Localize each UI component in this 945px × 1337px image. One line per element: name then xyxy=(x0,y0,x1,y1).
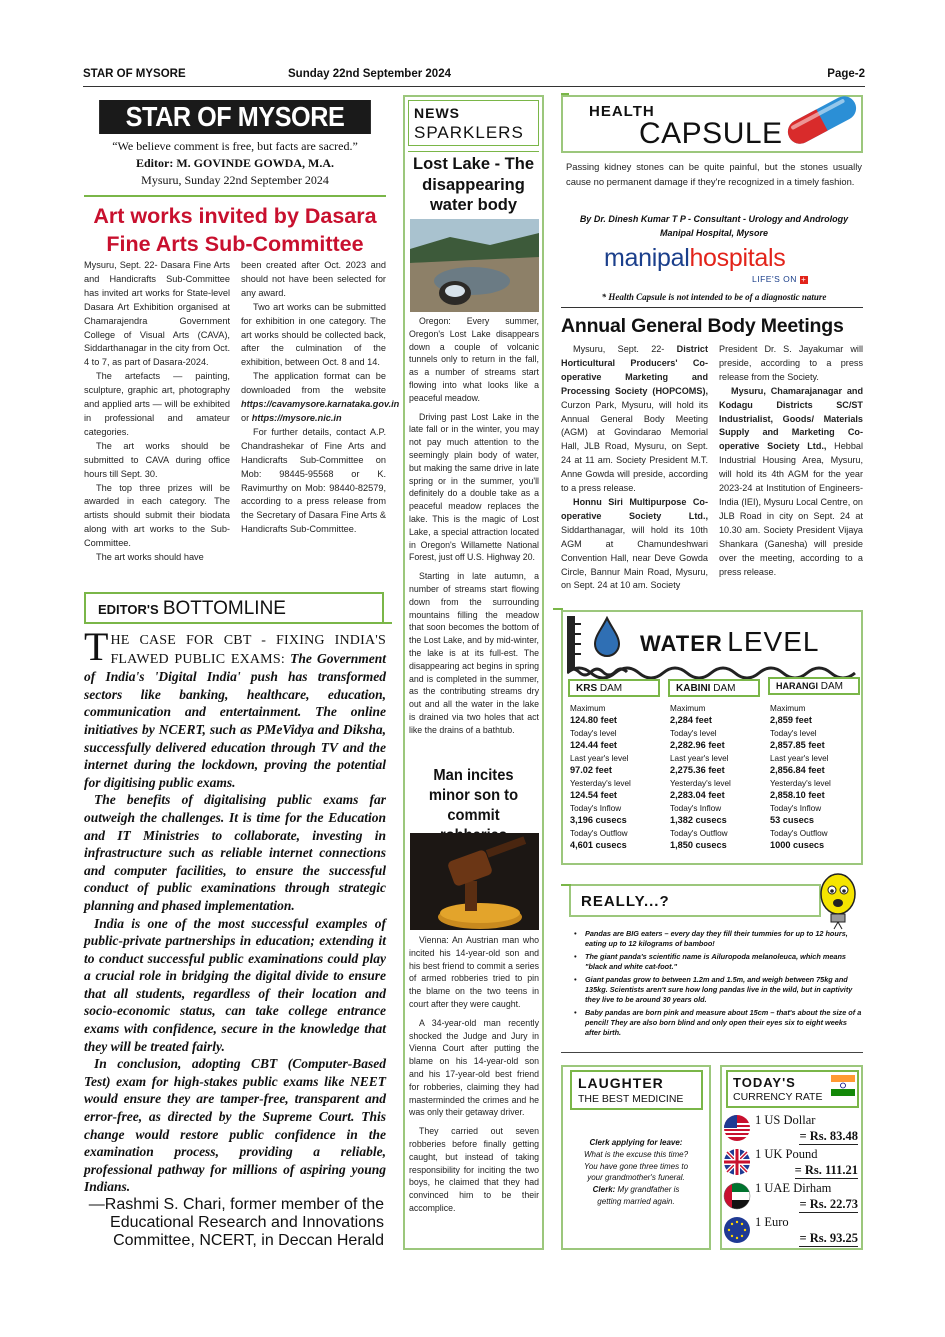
figure-label: Today's Outflow xyxy=(670,829,728,838)
tag-bottomline: BOTTOMLINE xyxy=(162,598,286,619)
figure-label: Maximum xyxy=(670,704,706,713)
joke xyxy=(564,1137,708,1208)
joke-line: Clerk applying for leave: xyxy=(589,1138,683,1147)
currency-row xyxy=(721,1113,860,1143)
figure-label: Last year's level xyxy=(570,754,629,763)
logo-text: manipal xyxy=(604,244,690,272)
news-paragraph: Oregon: Every summer, Oregon's Lost Lake disappears down a couple of volcanic tunnels only to return in the fall, as a number of streams start flowing into what looks like a peaceful meadow. xyxy=(409,316,539,403)
currency-row xyxy=(721,1147,860,1177)
masthead-info xyxy=(84,138,386,189)
figure-label: Last year's level xyxy=(670,754,729,763)
issue-date: Sunday 22nd September 2024 xyxy=(288,68,451,80)
uae-flag-icon xyxy=(723,1182,751,1210)
dam-kabini xyxy=(668,679,760,854)
dam-name: HARANGI xyxy=(776,681,818,691)
figure-value: 1,850 cusecs xyxy=(670,840,727,850)
page-header xyxy=(83,68,865,84)
divider xyxy=(561,884,571,886)
dam-name: KABINI xyxy=(676,683,711,694)
masthead-title: STAR OF MYSORE xyxy=(99,100,371,134)
bullet-icon: • xyxy=(574,975,577,984)
health-capsule-tag xyxy=(561,95,863,153)
health-note: * Health Capsule is not intended to be of a diagnostic nature xyxy=(601,292,827,302)
figure-label: Yesterday's level xyxy=(670,779,731,788)
tag-editors: EDITOR'S xyxy=(98,602,159,617)
lost-lake-photo xyxy=(410,219,539,312)
currency-row xyxy=(721,1181,860,1211)
society-name: Mysuru, Chamarajanagar and Kodagu Districts SC/ST Industrialist, Goods/ Materials Supply and Marketing Co-operative Society Ltd., xyxy=(719,385,863,452)
society-name: Honnu Siri Multipurpose Co-operative Society Ltd., xyxy=(561,496,708,521)
art-paragraph: The art works should have xyxy=(96,552,204,563)
figure-value: 1,382 cusecs xyxy=(670,815,727,825)
figure-label: Today's Inflow xyxy=(670,804,722,813)
fact-text: Baby pandas are born pink and measure about 15cm – that's about the size of a pencil! They are also born blind and only open their eyes six to eight weeks after birth. xyxy=(585,1008,862,1037)
really-tag xyxy=(569,884,821,917)
figure-value: 124.54 feet xyxy=(570,790,617,800)
gavel-photo xyxy=(410,833,539,930)
tag-currency-rate: CURRENCY RATE xyxy=(733,1091,823,1103)
editorial-paragraph: In conclusion, adopting CBT (Computer-Based Test) exam for high-stakes public exams like NEET would ensure they are tamper-free, transparent and error-free, as directed by the Supreme Court. This change would restore public confidence in the examination process, providing a reliable, professional pathway for millions of aspiring young Indians. xyxy=(84,1056,386,1195)
news-paragraph: A 34-year-old man recently shocked the Judge and Jury in Vienna Court after putting the blame on his 14-year-old son and his 17-year-old best friend for robberies, claiming they had masterminded the crimes and he was only their getaway driver. xyxy=(409,1017,539,1118)
news-paragraph: Vienna: An Austrian man who incited his 14-year-old son and his best friend to commit a series of armed robberies tried to pin the blame on the two teens in court after they were caught. xyxy=(409,935,539,1009)
fact-text: The giant panda's scientific name is Ailuropoda melanoleuca, which means "black and white cat-foot." xyxy=(585,952,846,971)
list-item xyxy=(574,952,862,972)
news-headline-1: Lost Lake - The disappearing water body xyxy=(412,155,535,214)
art-headline xyxy=(84,202,386,258)
manipal-logo xyxy=(604,244,785,273)
art-column-2 xyxy=(241,259,400,537)
capsule-icon xyxy=(779,93,865,147)
figure-value: 53 cusecs xyxy=(770,815,814,825)
agm-text: Curzon Park, Mysuru, will hold its Annual General Body Meeting (AGM) at Govindarao Memorial Hall, JLB Road, Mysuru, on Sept. 24 at 11 am. Society President M.T. Anne Gowda will preside, according to a press release. xyxy=(561,399,708,494)
bulb-mascot-icon xyxy=(812,870,864,930)
dam-suffix: DAM xyxy=(599,683,623,694)
dam-label xyxy=(668,679,760,697)
plus-icon: + xyxy=(801,275,807,284)
dam-figures xyxy=(768,695,860,851)
joke-line: What is the excuse this time? xyxy=(583,1149,689,1159)
agm-text: President Dr. S. Jayakumar will preside, according to a press release from the Society. xyxy=(719,344,863,382)
figure-label: Today's Inflow xyxy=(770,804,822,813)
figure-value: 2,275.36 feet xyxy=(670,765,725,775)
divider xyxy=(561,93,569,95)
tag-best-medicine: THE BEST MEDICINE xyxy=(578,1093,684,1105)
dam-name: KRS xyxy=(576,683,598,694)
figure-label: Today's level xyxy=(570,729,617,738)
agm-headline: Annual General Body Meetings xyxy=(561,315,844,337)
art-paragraph: Mysuru, Sept. 22- Dasara Fine Arts and Handicrafts Sub-Committee has invited art works for State-level Dasara Art Exhibition organised at Chamarajendra Government College of Visual Arts (CAVA), Siddarthanagar in the city from Oct. 4 to 7, as part of Dasara-2024. xyxy=(84,260,230,368)
editorial-paragraph: India is one of the most successful examples of public-private partnerships in education; extending it to conduct successful public examinations could play a crucial role in bridging the digital divide to ensure that all students, regardless of their location and socio-economic status, can take college entrance exams with confidence, secure in the knowledge that they will be treated fairly. xyxy=(84,915,386,1054)
tag-capsule: CAPSULE xyxy=(639,117,783,150)
currency-value: = Rs. 83.48 xyxy=(799,1129,858,1143)
currency-label: 1 US Dollar xyxy=(755,1113,816,1127)
news-paragraph: Driving past Lost Lake in the late fall or in the winter, you may not pay much attention to the seemingly plain body of water, but making the same drive in late spring or in the summer, you'll definitely do a double take as a peaceful meadow replaces the lake. This is the magic of Lost Lake, a special attraction located in Oregon's Willamette National Forest, just off U.S. Highway 20. xyxy=(409,411,539,563)
divider xyxy=(408,151,539,152)
divider xyxy=(553,608,563,610)
header-rule xyxy=(83,86,865,87)
hospital-name: Manipal Hospital, Mysore xyxy=(659,228,769,238)
figure-value: 2,284 feet xyxy=(670,715,712,725)
figure-label: Maximum xyxy=(770,704,806,713)
really-title: REALLY...? xyxy=(581,893,670,910)
us-flag-icon xyxy=(723,1114,751,1142)
dam-suffix: DAM xyxy=(713,683,736,694)
currency-row xyxy=(721,1215,860,1245)
water-level-title xyxy=(640,626,819,658)
dateline: Mysuru, Sunday 22nd September 2024 xyxy=(141,173,329,187)
figure-label: Today's Outflow xyxy=(770,829,828,838)
figure-label: Yesterday's level xyxy=(770,779,831,788)
currency-value: = Rs. 22.73 xyxy=(799,1197,858,1211)
figure-label: Today's level xyxy=(770,729,817,738)
figure-value: 124.80 feet xyxy=(570,715,617,725)
currency-label: 1 UAE Dirham xyxy=(755,1181,832,1195)
joke-line: your grandmother's funeral. xyxy=(587,1173,685,1183)
editor-line: Editor: M. GOVINDE GOWDA, M.A. xyxy=(136,156,334,170)
news-paragraph: Starting in late autumn, a number of streams start flowing down from the surrounding mountains filling the meadow that soon becomes the bottom of the Lost Lake, and by mid-winter, the lake is at its full-est. The disappearing act begins in spring and is completed in the summer, as the contributing streams dry out and all the water in the lake is drained via two holes that act like the drains of a bathtub. xyxy=(409,571,539,735)
signature-line: —Rashmi S. Chari, former member of the xyxy=(88,1196,384,1213)
divider xyxy=(561,1052,863,1053)
tag-news: NEWS xyxy=(414,105,460,121)
fact-text: Pandas are BIG eaters – every day they fill their tummies for up to 12 hours, eating up to 12 kilograms of bamboo! xyxy=(585,929,848,948)
agm-column-1 xyxy=(561,343,708,593)
bullet-icon: • xyxy=(574,952,577,961)
health-body: Passing kidney stones can be quite painful, but the stones usually cause no permanent damage if they're recognized in a timely fashion. xyxy=(566,161,862,187)
art-paragraph: The artefacts — painting, sculpture, graphic art, photography and applied arts — will be exhibited in professional and amateur categories. xyxy=(84,371,230,437)
dam-figures xyxy=(568,697,660,851)
society-name: District Horticultural Producers' Co-operative Marketing and Processing Society (HOPCOMS), xyxy=(561,344,708,396)
eu-flag-icon xyxy=(723,1216,751,1244)
waves-decoration xyxy=(567,655,859,679)
editorial-paragraph: The benefits of digitalising public exams far outweigh the challenges. It is time for the Education and IT Ministries to collaborate, investing in infrastructure such as reliable internet connections and computer facilities, to ensure the successful conduct of public examinations through strategic planning and phased implementation. xyxy=(84,792,386,913)
laughter-tag xyxy=(570,1070,703,1110)
editorial-paragraph: The Government of India's 'Digital India' push has transformed sectors like banking, healthcare, education, communication and entertainment. The online initiatives by NCERT, such as PMeVidya and Diksha, successfully delivered education through TV and the internet during the lockdown, proving the potential for digitising public exams. xyxy=(84,650,387,790)
fact-text: Giant pandas grow to between 1.2m and 1.5m, and weigh between 75kg and 135kg. Scientists aren't sure how long pandas live in the wild, but in captivity they live to be around 30 years old. xyxy=(585,975,853,1004)
or-text: or xyxy=(241,412,250,423)
joke-line: You have gone three times to xyxy=(583,1161,689,1171)
logo-text: hospitals xyxy=(689,244,786,272)
website-link[interactable]: https://mysore.nic.in xyxy=(251,412,342,423)
news-story-2 xyxy=(409,934,539,1215)
divider xyxy=(384,622,392,624)
uk-flag-icon xyxy=(723,1148,751,1176)
figure-label: Yesterday's level xyxy=(570,779,631,788)
agm-column-2 xyxy=(719,343,863,579)
figure-value: 2,857.85 feet xyxy=(770,740,825,750)
byline: By Dr. Dinesh Kumar T P - Consultant - Urology and Andrology xyxy=(579,214,849,224)
currency-tag xyxy=(726,1070,859,1108)
dam-krs xyxy=(568,679,660,854)
divider xyxy=(561,307,863,308)
dam-label xyxy=(768,677,860,695)
agm-text: Mysuru, Sept. 22- xyxy=(573,344,665,354)
agm-text: Siddarthanagar, will hold its 10th AGM at Chamundeshwari Convention Hall, near Deve Gowda Circle, Bannur Main Road, Mysuru, on Sept. 24 at 10 am. Society xyxy=(561,524,708,591)
currency-value: = Rs. 111.21 xyxy=(794,1163,858,1177)
art-column-1 xyxy=(84,259,230,565)
currency-value: = Rs. 93.25 xyxy=(799,1231,858,1245)
tag-health: HEALTH xyxy=(589,103,655,120)
editorial-body xyxy=(84,624,387,1250)
bullet-icon: • xyxy=(574,929,577,938)
art-paragraph: The top three prizes will be awarded in each category. The artists should submit their biodata along with art works to the Sub-Committee. xyxy=(84,482,230,549)
art-headline-line1: Art works invited by Dasara xyxy=(93,204,377,228)
figure-value: 124.44 feet xyxy=(570,740,617,750)
list-item xyxy=(574,975,862,1005)
health-byline xyxy=(566,212,862,240)
bullet-icon: • xyxy=(574,1008,577,1017)
figure-value: 2,856.84 feet xyxy=(770,765,825,775)
art-paragraph: The art works should be submitted to CAVA during office hours till Sept. 30. xyxy=(84,440,230,479)
editorial-signature xyxy=(84,1196,386,1250)
joke-line: My grandfather is xyxy=(617,1185,680,1195)
tag-water: WATER xyxy=(640,631,723,656)
figure-value: 2,859 feet xyxy=(770,715,812,725)
tag-todays: TODAY'S xyxy=(733,1075,796,1090)
logo-tagline-text: LIFE'S ON xyxy=(752,274,797,284)
figure-value: 1000 cusecs xyxy=(770,840,825,850)
art-paragraph: been created after Oct. 2023 and should not have been selected for any award. xyxy=(241,260,386,298)
news-paragraph: They carried out seven robberies before finally getting caught, but instead of taking responsibility for inciting the two boys, he claimed that they had convinced him to be their accomplice. xyxy=(409,1126,539,1213)
news-story-1 xyxy=(409,315,539,737)
figure-value: 4,601 cusecs xyxy=(570,840,627,850)
art-paragraph: The application format can be downloaded from the website xyxy=(241,371,386,396)
tag-level: LEVEL xyxy=(727,626,820,657)
figure-value: 2,282.96 feet xyxy=(670,740,725,750)
signature-line: Educational Research and Innovations xyxy=(110,1214,384,1231)
figure-label: Maximum xyxy=(570,704,606,713)
dam-label xyxy=(568,679,660,697)
india-flag-icon xyxy=(831,1074,855,1098)
editors-bottomline-tag xyxy=(84,592,384,624)
divider xyxy=(84,195,386,197)
figure-label: Today's level xyxy=(670,729,717,738)
figure-value: 2,283.04 feet xyxy=(670,790,725,800)
page-number: Page-2 xyxy=(827,68,865,80)
figure-value: 2,858.10 feet xyxy=(770,790,825,800)
editorial-title: HE CASE FOR CBT - FIXING INDIA'S FLAWED PUBLIC EXAMS: xyxy=(110,633,386,667)
figure-label: Today's Outflow xyxy=(570,829,628,838)
joke-speaker: Clerk: xyxy=(592,1185,616,1195)
art-paragraph: Two art works can be submitted for exhibition in one category. The art works should be collected back, after the culmination of the exhibition, between Oct. 8 and 14. xyxy=(241,301,386,368)
figure-label: Today's Inflow xyxy=(570,804,622,813)
agm-text: Hebbal Industrial Housing Area, Mysuru, will hold its 4th AGM for the year 2023-24 at Institution of Engineers-India (IEI), Mysuru Local Centre, on JLB Road in city on Sept. 24 at 10.30 am. Society President Vijaya Shankara (Ganesha) will preside over the meeting, according to a press release. xyxy=(719,441,863,577)
figure-value: 97.02 feet xyxy=(570,765,612,775)
logo-tagline xyxy=(752,274,808,284)
figure-label: Last year's level xyxy=(770,754,829,763)
dam-harangi xyxy=(768,677,860,854)
drop-cap: T xyxy=(84,624,109,669)
tag-sparklers: SPARKLERS xyxy=(414,123,524,142)
website-link[interactable]: https://cavamysore.karnataka.gov.in xyxy=(241,399,400,410)
list-item xyxy=(574,929,862,949)
dam-suffix: DAM xyxy=(820,681,844,692)
really-list xyxy=(574,929,862,1041)
figure-value: 3,196 cusecs xyxy=(570,815,627,825)
signature-line: Committee, NCERT, in Deccan Herald xyxy=(113,1232,384,1249)
motto: “We believe comment is free, but facts are sacred.” xyxy=(112,139,358,153)
list-item xyxy=(574,1008,862,1038)
art-paragraph: For further details, contact A.P. Chandrashekar of Fine Arts and Handicrafts Sub-Committee on Mob: 98445-95568 or K. Ravimurthy on Mob: 98440-82579, according to a press release from the Secretary of Dasara Fine Arts & Handicrafts Sub-Committee. xyxy=(241,426,386,535)
tag-laughter: LAUGHTER xyxy=(578,1075,664,1091)
currency-label: 1 Euro xyxy=(755,1215,789,1229)
currency-label: 1 UK Pound xyxy=(755,1147,818,1161)
art-headline-line2: Fine Arts Sub-Committee xyxy=(106,232,364,256)
dam-figures xyxy=(668,697,760,851)
joke-line: getting married again. xyxy=(597,1196,675,1206)
paper-name: STAR OF MYSORE xyxy=(83,68,186,80)
news-sparklers-tag xyxy=(408,100,539,146)
news-headline-2: Man incites minor son to commit xyxy=(428,767,519,824)
